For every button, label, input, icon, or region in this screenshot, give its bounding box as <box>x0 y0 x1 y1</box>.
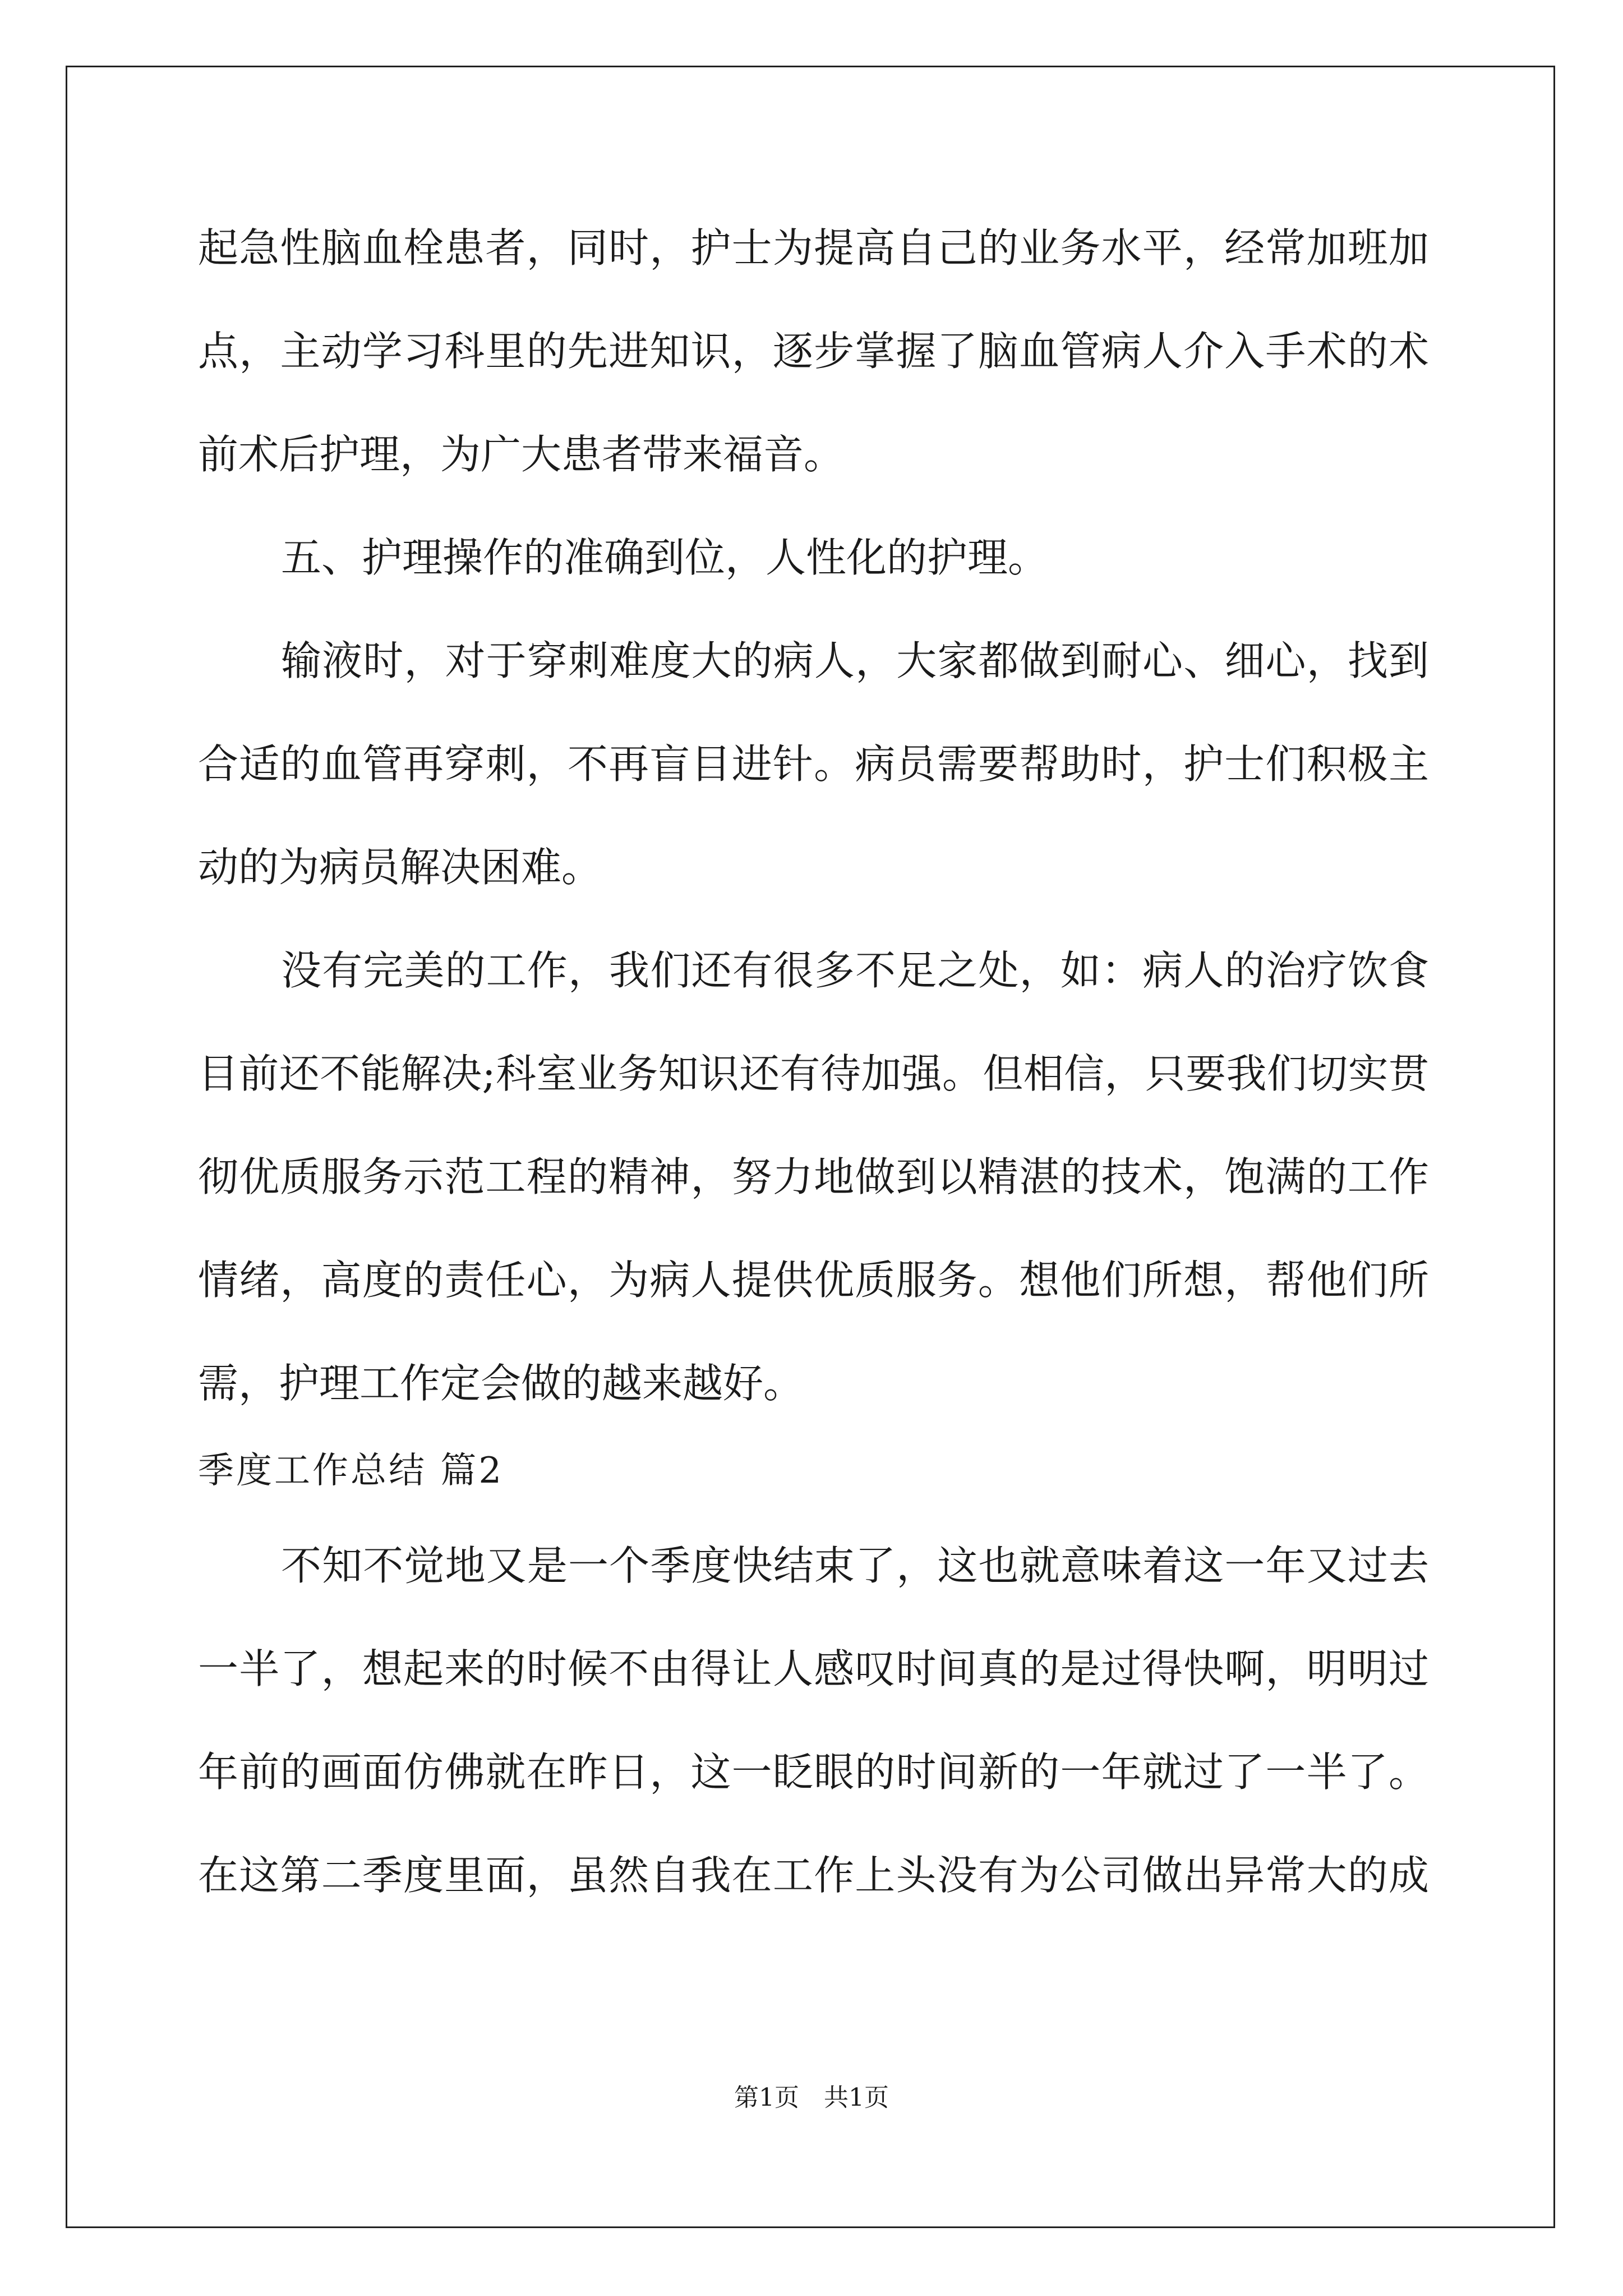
section-heading: 五、护理操作的准确到位，人性化的护理。 <box>281 534 1049 581</box>
paragraph-line: 前术后护理，为广大患者带来福音。 <box>198 431 845 478</box>
paragraph-line: 没有完美的工作，我们还有很多不足之处，如：病人的治疗饮食 <box>281 947 1429 994</box>
paragraph-line: 点，主动学习科里的先进知识，逐步掌握了脑血管病人介入手术的术 <box>198 328 1429 375</box>
paragraph-line: 需，护理工作定会做的越来越好。 <box>198 1360 804 1407</box>
paragraph-line: 情绪，高度的责任心，为病人提供优质服务。想他们所想，帮他们所 <box>198 1257 1429 1304</box>
paragraph-line: 年前的画面仿佛就在昨日，这一眨眼的时间新的一年就过了一半了。 <box>198 1749 1429 1796</box>
paragraph-line: 起急性脑血栓患者，同时，护士为提高自己的业务水平，经常加班加 <box>198 224 1429 272</box>
paragraph-line: 输液时，对于穿刺难度大的病人，大家都做到耐心、细心，找到 <box>281 637 1429 684</box>
paragraph-line: 彻优质服务示范工程的精神，努力地做到以精湛的技术，饱满的工作 <box>198 1153 1429 1200</box>
paragraph-line: 在这第二季度里面，虽然自我在工作上头没有为公司做出异常大的成 <box>198 1852 1429 1899</box>
paragraph-line: 动的为病员解决困难。 <box>198 844 602 891</box>
paragraph-line: 目前还不能解决;科室业务知识还有待加强。但相信，只要我们切实贯 <box>198 1050 1429 1097</box>
page-footer: 第1页 共1页 <box>734 2083 889 2112</box>
paragraph-line: 不知不觉地又是一个季度快结束了，这也就意味着这一年又过去 <box>281 1542 1429 1589</box>
article-heading: 季度工作总结 篇2 <box>198 1450 504 1492</box>
paragraph-line: 一半了，想起来的时候不由得让人感叹时间真的是过得快啊，明明过 <box>198 1645 1429 1692</box>
paragraph-line: 合适的血管再穿刺，不再盲目进针。病员需要帮助时，护士们积极主 <box>198 740 1429 788</box>
